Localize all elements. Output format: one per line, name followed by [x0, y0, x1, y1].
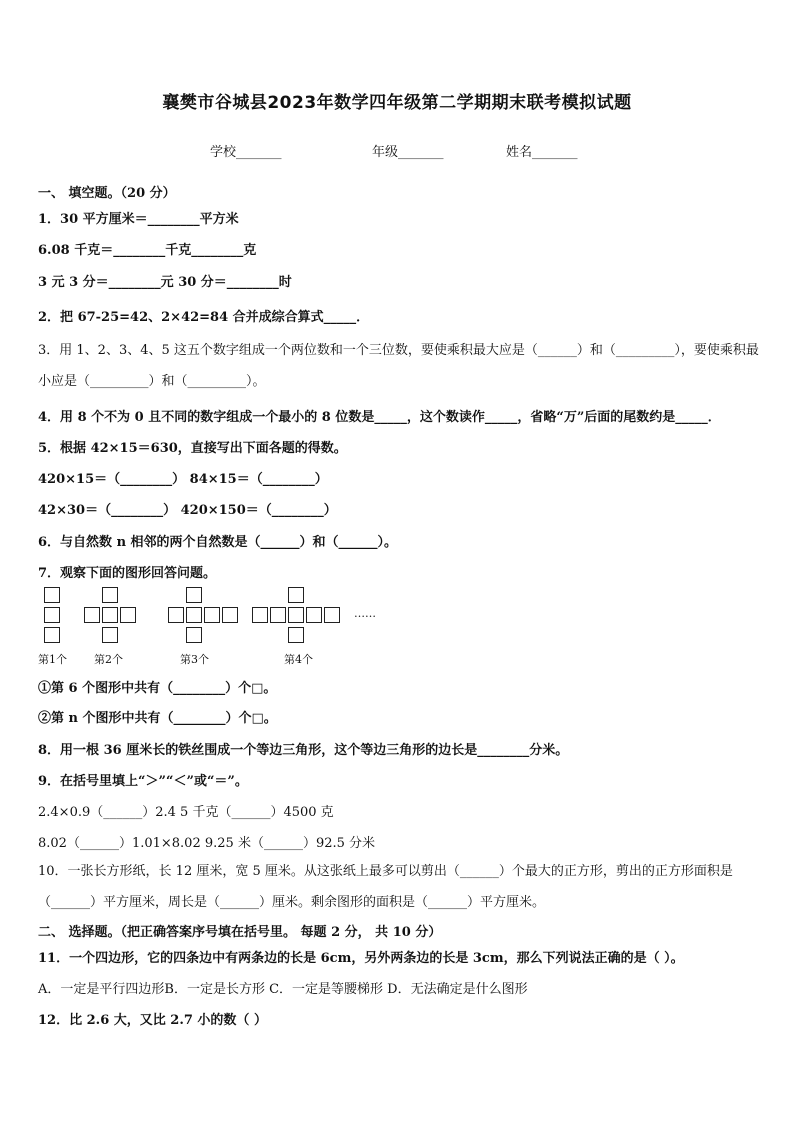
square	[288, 627, 304, 643]
square	[102, 607, 118, 623]
square	[44, 607, 60, 623]
figure-caption-2: 第2个	[94, 653, 123, 666]
question-4: 4．用 8 个不为 0 且不同的数字组成一个最小的 8 位数是_____，这个数读作_____，省略“万”后面的尾数约是_____．	[38, 410, 721, 425]
q1-line-3: 3 元 3 分＝________元 30 分＝________时	[38, 275, 292, 290]
q1-line-2: 6.08 千克＝________千克________克	[38, 243, 257, 258]
q1-line-1: 1．30 平方厘米＝________平方米	[38, 212, 239, 227]
page-title: 襄樊市谷城县2023年数学四年级第二学期期末联考模拟试题	[162, 93, 632, 113]
square	[288, 587, 304, 603]
question-5-stem: 5．根据 42×15＝630，直接写出下面各题的得数。	[38, 441, 347, 456]
grade-field: 年级_______	[372, 145, 444, 160]
square	[306, 607, 322, 623]
question-9-row-2: 8.02（______）1.01×8.02 9.25 米（______）92.5 分米	[38, 836, 376, 851]
question-3: 3．用 1、2、3、4、5 这五个数字组成一个两位数和一个三位数，要使乘积最大应是（______）和（_________），要使乘积最小应是（_________）和（_________）。	[38, 343, 759, 389]
square	[288, 607, 304, 623]
question-10: 10．一张长方形纸，长 12 厘米，宽 5 厘米。从这张纸上最多可以剪出（______）个最大的正方形，剪出的正方形面积是（______）平方厘米，周长是（______）厘米。剩余图形的面积是（______）平方厘米。	[38, 864, 733, 910]
square	[324, 607, 340, 623]
square	[204, 607, 220, 623]
question-12: 12．比 2.6 大，又比 2.7 小的数（ ）	[38, 1013, 267, 1028]
square-pattern-figure	[38, 585, 438, 675]
question-11-options: A．一定是平行四边形B．一定是长方形 C．一定是等腰梯形 D．无法确定是什么图形	[38, 982, 528, 997]
question-7-sub-1: ①第 6 个图形中共有（________）个□。	[38, 681, 277, 696]
question-9-stem: 9．在括号里填上“＞”“＜”或“＝”。	[38, 774, 248, 789]
square	[252, 607, 268, 623]
square	[84, 607, 100, 623]
square	[222, 607, 238, 623]
square	[186, 587, 202, 603]
square	[102, 587, 118, 603]
question-2: 2．把 67-25=42、2×42=84 合并成综合算式_____．	[38, 310, 370, 325]
square	[44, 627, 60, 643]
question-5-row-2: 42×30＝（________） 420×150＝（________）	[38, 503, 337, 518]
square	[44, 587, 60, 603]
section-2-heading: 二、 选择题。（把正确答案序号填在括号里。 每题 2 分， 共 10 分）	[38, 925, 442, 940]
question-6: 6．与自然数 n 相邻的两个自然数是（______）和（______）。	[38, 535, 398, 550]
figure-caption-4: 第4个	[284, 653, 313, 666]
square	[168, 607, 184, 623]
square	[186, 627, 202, 643]
section-1-heading: 一、 填空题。（20 分）	[38, 186, 176, 201]
school-field: 学校_______	[210, 145, 282, 160]
square	[120, 607, 136, 623]
name-field: 姓名_______	[506, 145, 578, 160]
question-7-sub-2: ②第 n 个图形中共有（________）个□。	[38, 711, 277, 726]
question-7-stem: 7．观察下面的图形回答问题。	[38, 566, 217, 581]
figure-caption-1: 第1个	[38, 653, 67, 666]
question-11-stem: 11．一个四边形，它的四条边中有两条边的长是 6cm，另外两条边的长是 3cm，那么下列说法正确的是（ ）。	[38, 951, 684, 966]
question-5-row-1: 420×15＝（________） 84×15＝（________）	[38, 472, 328, 487]
question-8: 8．用一根 36 厘米长的铁丝围成一个等边三角形，这个等边三角形的边长是________分米。	[38, 743, 569, 758]
square	[102, 627, 118, 643]
figure-caption-3: 第3个	[180, 653, 209, 666]
ellipsis: ……	[354, 607, 376, 620]
square	[270, 607, 286, 623]
square	[186, 607, 202, 623]
question-9-row-1: 2.4×0.9（______）2.4 5 千克（______）4500 克	[38, 805, 334, 820]
